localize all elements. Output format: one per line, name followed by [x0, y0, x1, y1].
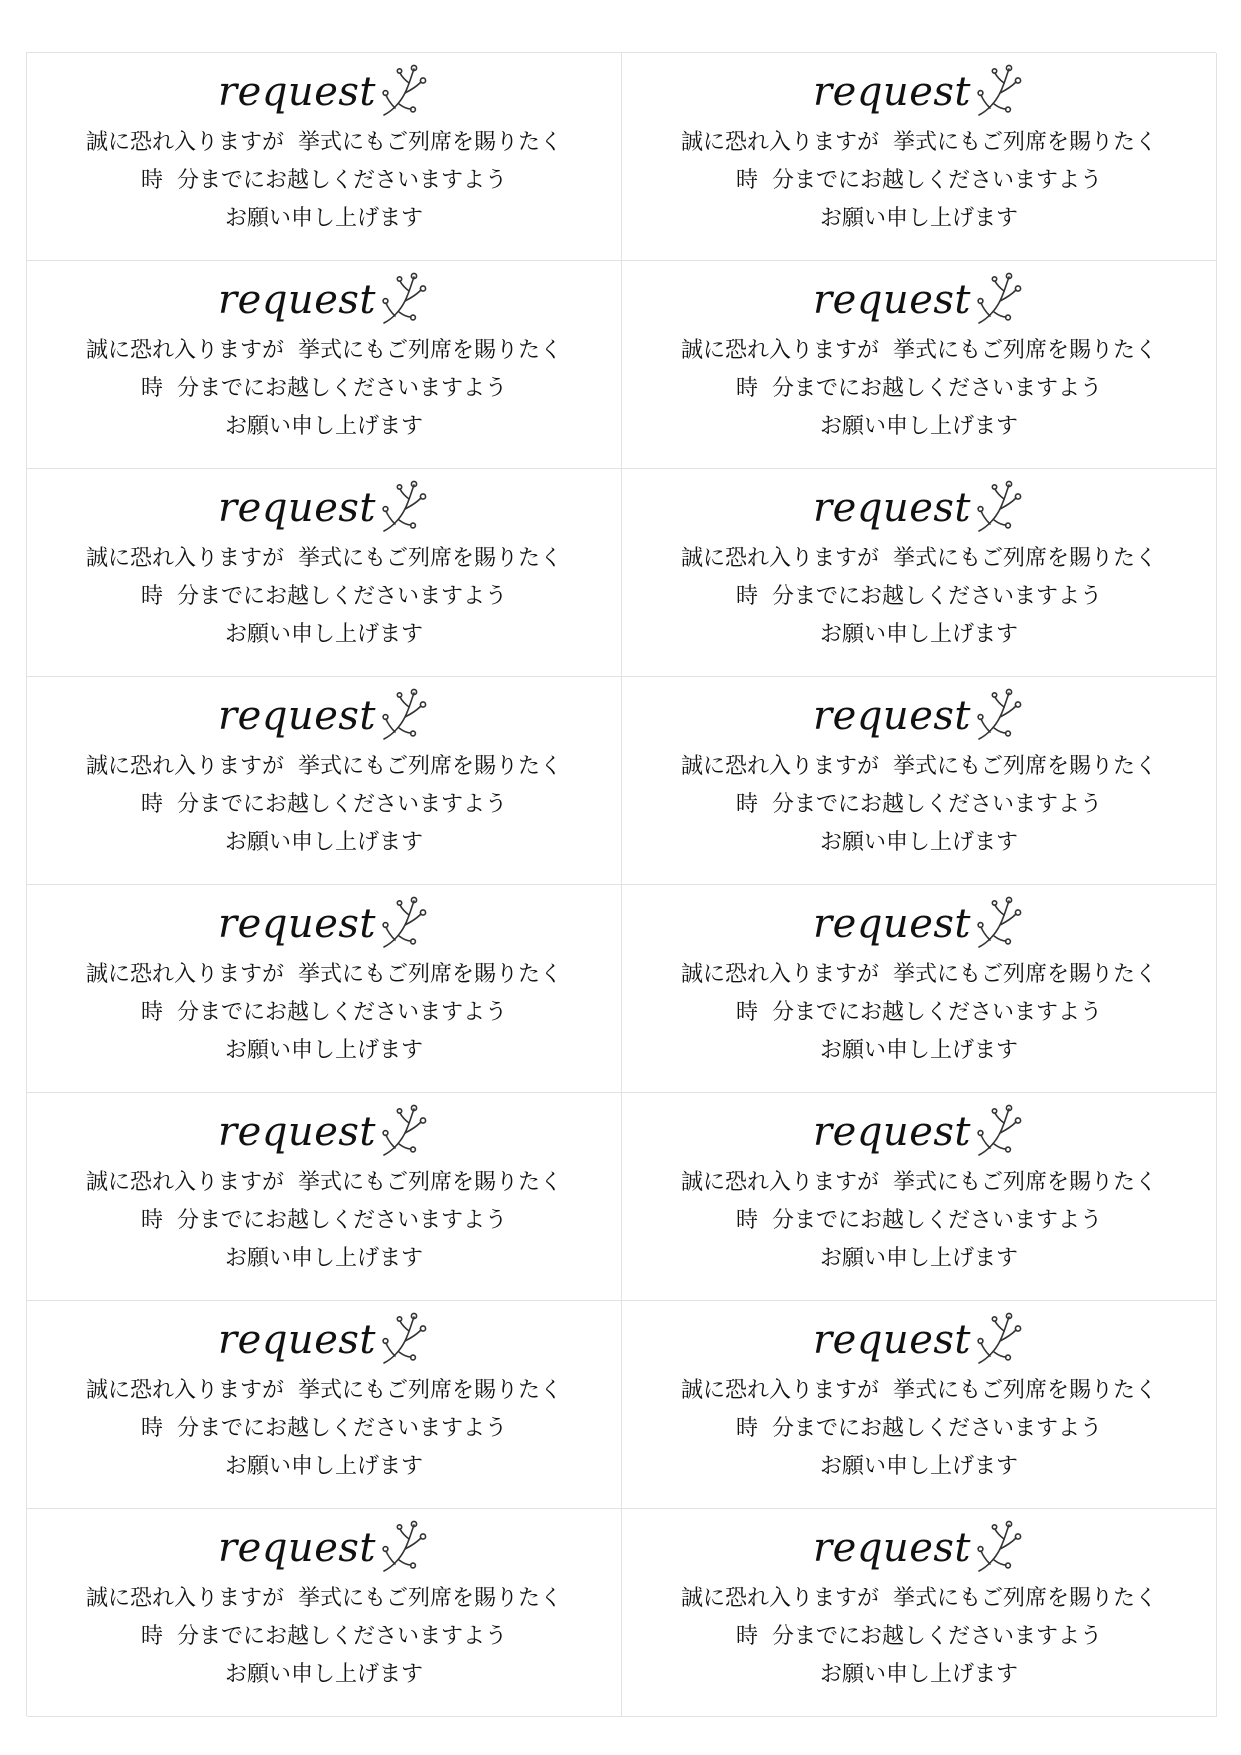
card-title-row: [27, 895, 621, 957]
card-title-row: [27, 1103, 621, 1165]
card-title: request: [813, 901, 971, 947]
request-card: [27, 469, 622, 677]
card-title-row: [622, 1519, 1216, 1581]
sprig-icon: [973, 687, 1025, 745]
card-title: request: [218, 693, 376, 739]
sprig-icon: [973, 1311, 1025, 1369]
card-text-line-1: 誠に恐れ入りますが 挙式にもご列席を賜りたく: [86, 1378, 562, 1403]
sprig-icon: [378, 1311, 430, 1369]
card-text-line-2: 時 分までにお越しくださいますよう: [141, 376, 507, 401]
request-card: [622, 1093, 1217, 1301]
card-text-line-1: 誠に恐れ入りますが 挙式にもご列席を賜りたく: [681, 130, 1157, 155]
card-text-line-3: お願い申し上げます: [224, 1454, 423, 1479]
card-text-line-2: 時 分までにお越しくださいますよう: [141, 168, 507, 193]
request-card: [27, 1509, 622, 1717]
request-card: [622, 261, 1217, 469]
card-title-row: [27, 63, 621, 125]
card-title: request: [218, 277, 376, 323]
card-text-line-1: 誠に恐れ入りますが 挙式にもご列席を賜りたく: [681, 1378, 1157, 1403]
card-title-row: [27, 1311, 621, 1373]
card-text-line-1: 誠に恐れ入りますが 挙式にもご列席を賜りたく: [681, 754, 1157, 779]
card-title: request: [218, 901, 376, 947]
request-card: [27, 261, 622, 469]
card-title-row: [622, 271, 1216, 333]
sprig-icon: [973, 1103, 1025, 1161]
sprig-icon: [378, 271, 430, 329]
sprig-icon: [378, 1519, 430, 1577]
card-text-line-3: お願い申し上げます: [819, 622, 1018, 647]
card-text-line-3: お願い申し上げます: [224, 414, 423, 439]
sprig-icon: [378, 63, 430, 121]
card-title: request: [218, 1525, 376, 1571]
card-title: request: [218, 485, 376, 531]
card-text-line-2: 時 分までにお越しくださいますよう: [736, 1624, 1102, 1649]
request-card: [27, 885, 622, 1093]
card-text-line-2: 時 分までにお越しくださいますよう: [736, 376, 1102, 401]
sprig-icon: [973, 1519, 1025, 1577]
card-text-line-1: 誠に恐れ入りますが 挙式にもご列席を賜りたく: [86, 754, 562, 779]
card-text-line-2: 時 分までにお越しくださいますよう: [141, 1208, 507, 1233]
card-title-row: [27, 271, 621, 333]
card-text-line-1: 誠に恐れ入りますが 挙式にもご列席を賜りたく: [681, 1586, 1157, 1611]
card-title: request: [813, 693, 971, 739]
card-text-line-1: 誠に恐れ入りますが 挙式にもご列席を賜りたく: [86, 338, 562, 363]
card-text-line-2: 時 分までにお越しくださいますよう: [141, 1416, 507, 1441]
request-card: [27, 677, 622, 885]
card-text-line-1: 誠に恐れ入りますが 挙式にもご列席を賜りたく: [681, 962, 1157, 987]
card-text-line-2: 時 分までにお越しくださいますよう: [141, 1000, 507, 1025]
card-title: request: [813, 1317, 971, 1363]
request-card: [622, 885, 1217, 1093]
card-text-line-3: お願い申し上げます: [819, 206, 1018, 231]
card-title: request: [218, 69, 376, 115]
card-text-line-1: 誠に恐れ入りますが 挙式にもご列席を賜りたく: [681, 338, 1157, 363]
request-card: [622, 53, 1217, 261]
card-title: request: [218, 1317, 376, 1363]
card-text-line-2: 時 分までにお越しくださいますよう: [736, 1000, 1102, 1025]
card-title: request: [813, 69, 971, 115]
card-title: request: [813, 277, 971, 323]
card-text-line-3: お願い申し上げます: [224, 1662, 423, 1687]
card-text-line-3: お願い申し上げます: [819, 830, 1018, 855]
card-title-row: [622, 479, 1216, 541]
sprig-icon: [378, 895, 430, 953]
card-text-line-3: お願い申し上げます: [819, 414, 1018, 439]
sprig-icon: [973, 479, 1025, 537]
card-title-row: [622, 687, 1216, 749]
card-title: request: [218, 1109, 376, 1155]
card-text-line-1: 誠に恐れ入りますが 挙式にもご列席を賜りたく: [86, 1170, 562, 1195]
card-text-line-1: 誠に恐れ入りますが 挙式にもご列席を賜りたく: [86, 962, 562, 987]
card-text-line-1: 誠に恐れ入りますが 挙式にもご列席を賜りたく: [681, 546, 1157, 571]
card-text-line-1: 誠に恐れ入りますが 挙式にもご列席を賜りたく: [86, 1586, 562, 1611]
card-sheet: [26, 52, 1216, 1716]
card-text-line-2: 時 分までにお越しくださいますよう: [141, 584, 507, 609]
card-text-line-3: お願い申し上げます: [819, 1038, 1018, 1063]
card-text-line-1: 誠に恐れ入りますが 挙式にもご列席を賜りたく: [86, 546, 562, 571]
sprig-icon: [378, 687, 430, 745]
sprig-icon: [378, 1103, 430, 1161]
card-text-line-1: 誠に恐れ入りますが 挙式にもご列席を賜りたく: [681, 1170, 1157, 1195]
card-title-row: [622, 895, 1216, 957]
sprig-icon: [973, 895, 1025, 953]
card-text-line-1: 誠に恐れ入りますが 挙式にもご列席を賜りたく: [86, 130, 562, 155]
sprig-icon: [973, 63, 1025, 121]
card-title-row: [27, 479, 621, 541]
request-card: [622, 677, 1217, 885]
card-title-row: [622, 1311, 1216, 1373]
card-title-row: [27, 687, 621, 749]
card-text-line-3: お願い申し上げます: [224, 622, 423, 647]
card-text-line-3: お願い申し上げます: [819, 1454, 1018, 1479]
card-text-line-3: お願い申し上げます: [224, 1246, 423, 1271]
card-text-line-2: 時 分までにお越しくださいますよう: [141, 792, 507, 817]
card-text-line-3: お願い申し上げます: [224, 830, 423, 855]
card-text-line-2: 時 分までにお越しくださいますよう: [736, 168, 1102, 193]
card-title: request: [813, 485, 971, 531]
card-text-line-3: お願い申し上げます: [224, 1038, 423, 1063]
request-card: [27, 1301, 622, 1509]
card-text-line-2: 時 分までにお越しくださいますよう: [141, 1624, 507, 1649]
request-card: [27, 53, 622, 261]
card-title: request: [813, 1109, 971, 1155]
card-text-line-2: 時 分までにお越しくださいますよう: [736, 584, 1102, 609]
card-title-row: [27, 1519, 621, 1581]
card-text-line-3: お願い申し上げます: [819, 1246, 1018, 1271]
card-text-line-2: 時 分までにお越しくださいますよう: [736, 1416, 1102, 1441]
sprig-icon: [973, 271, 1025, 329]
card-title-row: [622, 1103, 1216, 1165]
card-title-row: [622, 63, 1216, 125]
request-card: [622, 1509, 1217, 1717]
request-card: [622, 1301, 1217, 1509]
card-text-line-2: 時 分までにお越しくださいますよう: [736, 792, 1102, 817]
card-text-line-3: お願い申し上げます: [819, 1662, 1018, 1687]
request-card: [622, 469, 1217, 677]
card-text-line-2: 時 分までにお越しくださいますよう: [736, 1208, 1102, 1233]
card-title: request: [813, 1525, 971, 1571]
sprig-icon: [378, 479, 430, 537]
request-card: [27, 1093, 622, 1301]
card-text-line-3: お願い申し上げます: [224, 206, 423, 231]
